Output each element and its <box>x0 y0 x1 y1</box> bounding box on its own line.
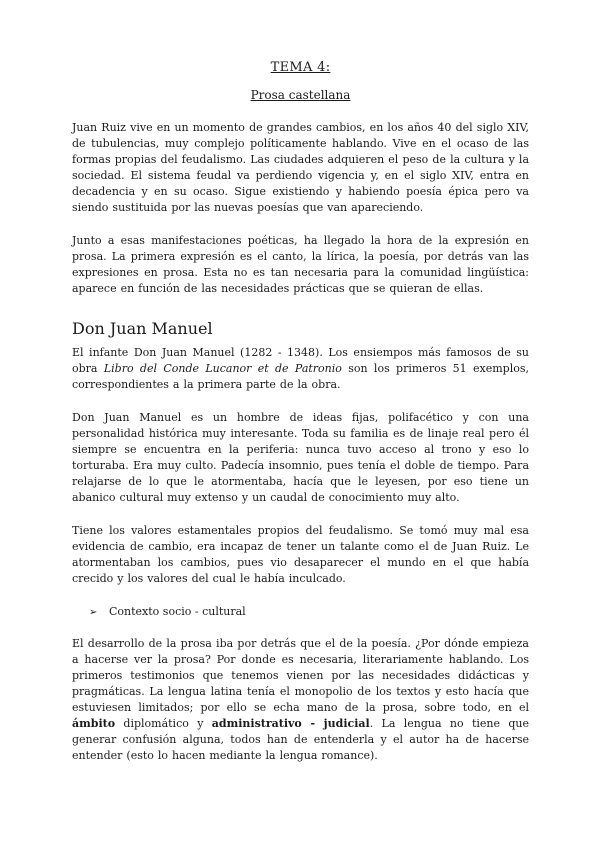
bullet-item-contexto-socio-cultural <box>72 604 529 621</box>
paragraph-valores-estamentales: Tiene los valores estamentales propios del feudalismo. Se tomó muy mal esa evidencia de cambio, era incapaz de tener un talante como el de Juan Ruiz. Le atormentaban los cambios, pues vio desaparecer el mundo en el que había crecido y los valores del cual le había inculcado. <box>72 524 529 585</box>
paragraph-desarrollo-prosa: El desarrollo de la prosa iba por detrás que el de la poesía. ¿Por dónde empieza a hacerse ver la prosa? Por donde es necesaria, literariamente hablando. Los primeros testimonios que tenemos vienen por las necesidades didácticas y pragmáticas. La lengua latina tenía el monopolio de los textos y esto hacía que estuviesen limitados; por ello se echa mano de la prosa, sobre todo, en el ámbito diplomático y administrativo - judicial. La lengua no tiene que generar confusión alguna, todos han de entenderla y el autor ha de hacerse entender (esto lo hacen mediante la lengua romance). <box>72 637 529 762</box>
paragraph-expresion-prosa: Junto a esas manifestaciones poéticas, ha llegado la hora de la expresión en prosa. La primera expresión es el canto, la lírica, la poesía, por detrás van las expresiones en prosa. Esta no es tan necesaria para la comunidad lingüística: aparece en función de las necesidades prácticas que se quieran de ellas. <box>72 234 529 295</box>
paragraph-infante-obra: El infante Don Juan Manuel (1282 - 1348). Los ensiempos más famosos de su obra Libro del Conde Lucanor et de Patronio son los primeros 51 exemplos, correspondientes a la primera parte de la obra. <box>72 346 529 391</box>
bullet-label: Contexto socio - cultural <box>109 605 246 618</box>
document-subtitle: Prosa castellana <box>250 88 351 102</box>
paragraph-personalidad: Don Juan Manuel es un hombre de ideas fijas, polifacético y con una personalidad histórica muy interesante. Toda su familia es de linaje real pero él siempre se encuentra en la periferia: nunca tuvo acceso al trono y eso lo torturaba. Era muy culto. Padecía insomnio, pues tenía el doble de tiempo. Para relajarse de lo que le atormentaba, hacía que le leyesen, por eso tiene un abanico cultural muy extenso y un caudal de conocimiento muy alto. <box>72 411 529 504</box>
arrow-bullet-icon: ➢ <box>89 607 98 618</box>
section-heading-don-juan-manuel: Don Juan Manuel <box>72 319 213 338</box>
document-title: TEMA 4: <box>270 60 331 75</box>
paragraph-juan-ruiz-context: Juan Ruiz vive en un momento de grandes cambios, en los años 40 del siglo XIV, de tubulencias, muy complejo políticamente hablando. Vive en el ocaso de las formas propias del feudalismo. Las ciudades adquieren el peso de la cultura y la sociedad. El sistema feudal va perdiendo vigencia y, en el siglo XIV, entra en decadencia y en su ocaso. Sigue existiendo y habiendo poesía épica pero va siendo sustituida por las nuevas poesías que van apareciendo. <box>72 121 529 214</box>
